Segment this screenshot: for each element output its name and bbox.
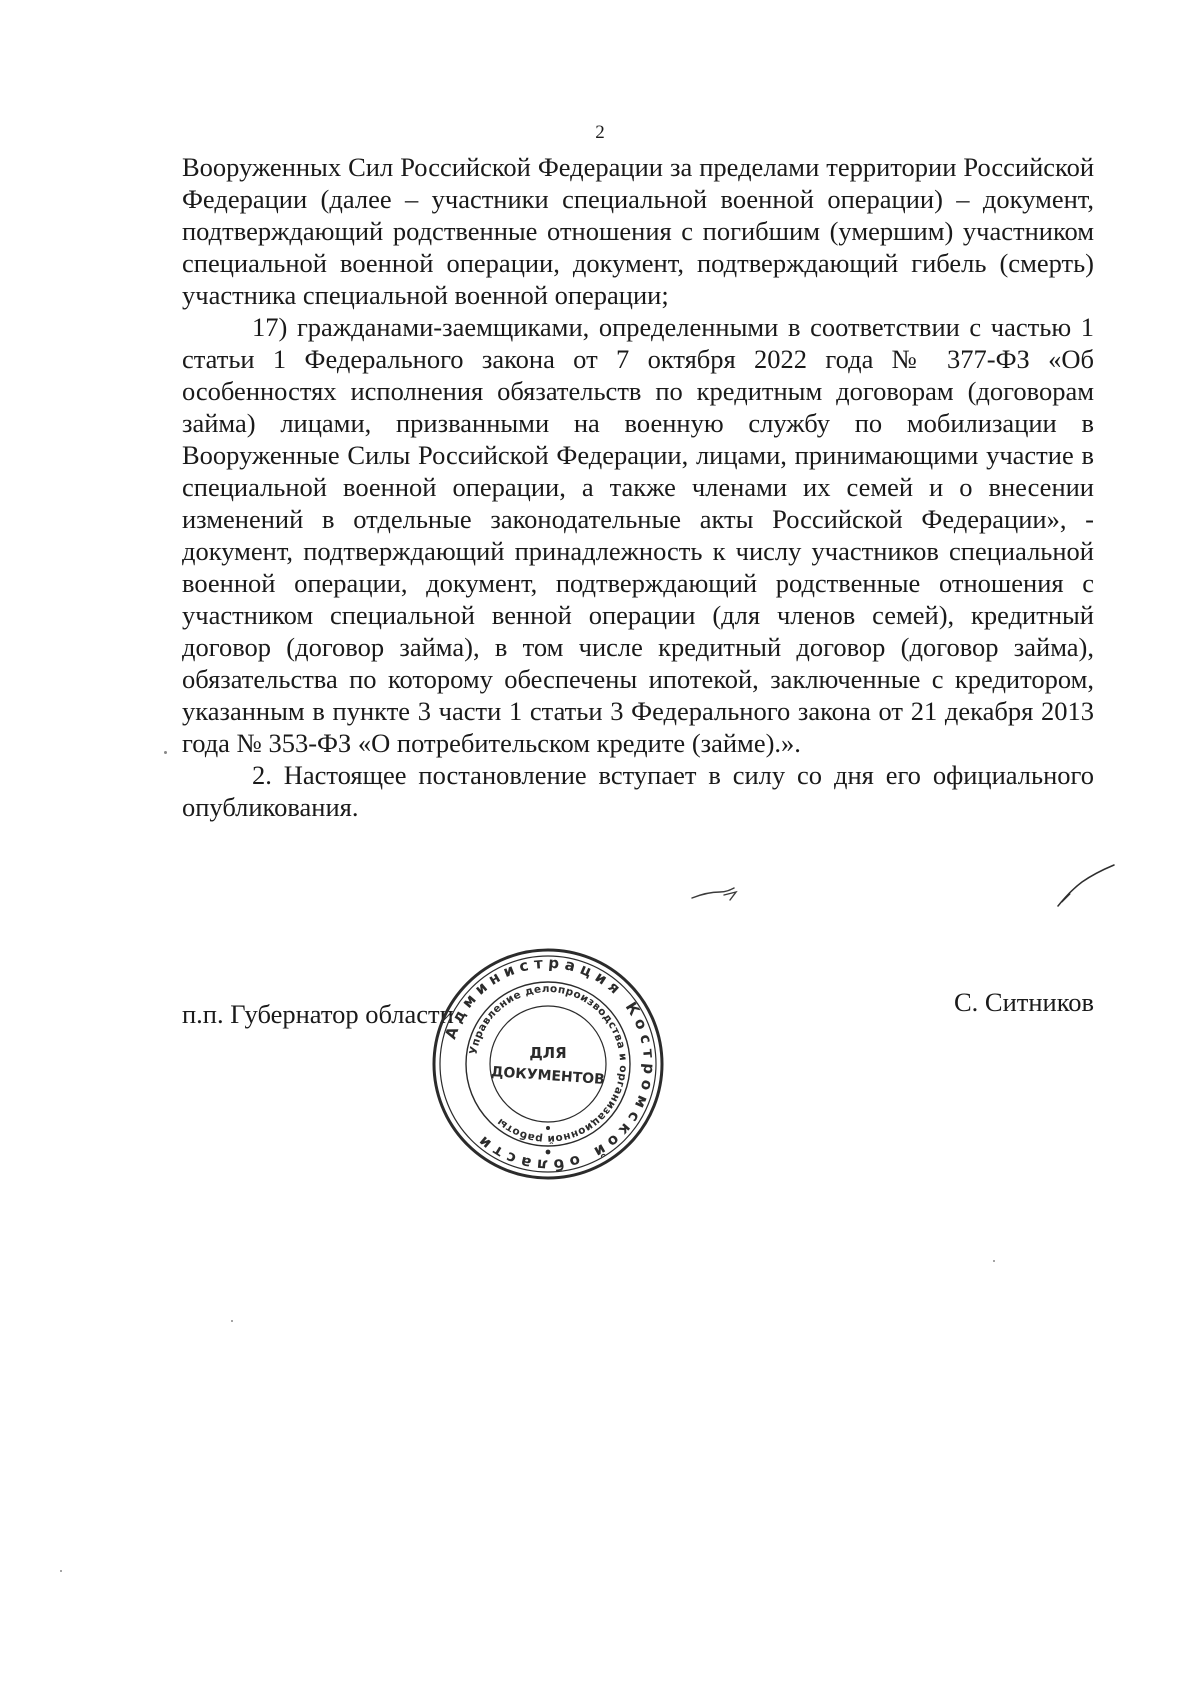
paragraph-continuation: Вооруженных Сил Российской Федерации за пределами территории Российской Федерации (далее – участники специальной военной операции) – документ, подтверждающий родственные отношения с погибшим (умершим) участником специальной военной операции, документ, подтверждающий гибель (смерть) участника специальной военной операции; (182, 152, 1094, 310)
seal-center-line2: ДОКУМЕНТОВ (490, 1064, 606, 1088)
signatory-title: п.п. Губернатор области (182, 999, 454, 1029)
signatory-name: С. Ситников (953, 987, 1094, 1017)
seal-center-line1: ДЛЯ (529, 1044, 567, 1062)
seal-graphic (428, 944, 668, 1184)
signature-stroke (1056, 862, 1116, 910)
scan-speck (164, 751, 167, 754)
seal-dot-inner (546, 1126, 550, 1130)
scan-speck (60, 1570, 62, 1572)
paragraph-item-17: 17) гражданами-заемщиками, определенными в соответствии с частью 1 статьи 1 Федерального закона от 7 октября 2022 года № 377-ФЗ «Об особенностях исполнения обязательств по кредитным договорам (договорам займа) лицами, призванными на военную службу по мобилизации в Вооруженные Силы Российской Федерации, лицами, принимающими участие в специальной военной операции, а также членами их семей и о внесении изменений в отдельные законодательные акты Российской Федерации», - документ, подтверждающий принадлежность к числу участников специальной военной операции, документ, подтверждающий родственные отношения с участником специальной венной операции (для членов семей), кредитный договор (договор займа), в том числе кредитный договор (договор займа), обязательства по которому обеспечены ипотекой, заключенные с кредитором, указанным в пункте 3 части 1 статьи 3 Федерального закона от 21 декабря 2013 года № 353-ФЗ «О потребительском кредите (займе).». (182, 312, 1094, 758)
page-number: 2 (595, 122, 605, 143)
seal-dot-bottom (546, 1150, 551, 1155)
paragraph-effective-date: 2. Настоящее постановление вступает в силу со дня его официального опубликования. (182, 760, 1094, 822)
pen-mark (690, 880, 750, 904)
official-seal (428, 944, 668, 1184)
scan-speck (993, 1260, 995, 1262)
seal-outer-text: Администрация Костромской области (441, 953, 659, 1175)
scan-speck (231, 1320, 233, 1322)
seal-inner-text: Управление делопроизводства и организационной работы (467, 982, 630, 1146)
document-body (182, 151, 1094, 823)
